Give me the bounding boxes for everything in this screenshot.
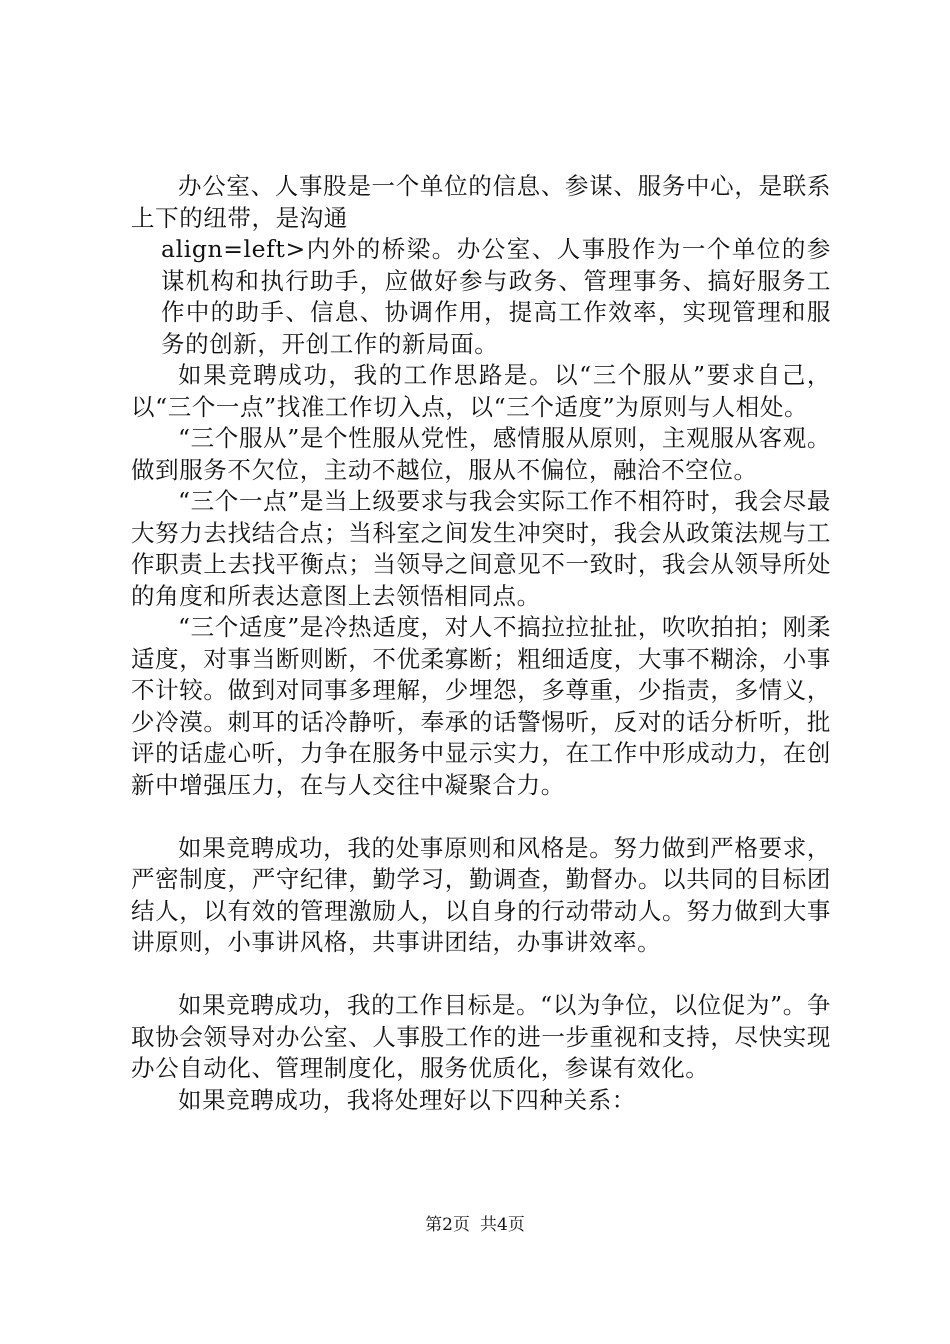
page-total: 共4页 (480, 1215, 525, 1235)
paragraph-work-ideas: 如果竞聘成功，我的工作思路是。以“三个服从”要求自己，以“三个一点”找准工作切入点，以“三个适度”为原则与人相处。 (131, 361, 831, 421)
paragraph-office-duties: align=left>内外的桥梁。办公室、人事股作为一个单位的参谋机构和执行助手，应做好参与政务、管理事务、搞好服务工作中的助手、信息、协调作用，提高工作效率，实现管理和服务的创新，开创工作的新局面。 (161, 235, 831, 358)
page-number: 第2页 (425, 1215, 470, 1235)
page-footer (0, 1213, 950, 1237)
paragraph-three-points: “三个一点”是当上级要求与我会实际工作不相符时，我会尽最大努力去找结合点；当科室之间发生冲突时，我会从政策法规与工作职责上去找平衡点；当领导之间意见不一致时，我会从领导所处的角度和所表达意图上去领悟相同点。 (131, 487, 831, 610)
paragraph-three-moderate: “三个适度”是冷热适度，对人不搞拉拉扯扯，吹吹拍拍；刚柔适度，对事当断则断，不优柔寡断；粗细适度，大事不糊涂，小事不计较。做到对同事多理解，少埋怨，多尊重，少指责，多情义，少冷漠。刺耳的话冷静听，奉承的话警惕听，反对的话分析听，批评的话虚心听，力争在服务中显示实力，在工作中形成动力，在创新中增强压力，在与人交往中凝聚合力。 (131, 613, 831, 799)
paragraph-principles: 如果竞聘成功，我的处事原则和风格是。努力做到严格要求，严密制度，严守纪律，勤学习，勤调查，勤督办。以共同的目标团结人，以有效的管理激励人，以自身的行动带动人。努力做到大事讲原则，小事讲风格，共事讲团结，办事讲效率。 (131, 833, 831, 956)
paragraph-goals: 如果竞聘成功，我的工作目标是。“以为争位，以位促为”。争取协会领导对办公室、人事股工作的进一步重视和支持，尽快实现办公自动化、管理制度化，服务优质化，参谋有效化。 (131, 991, 831, 1082)
document-body (131, 171, 831, 1116)
paragraph-relations: 如果竞聘成功，我将处理好以下四种关系： (178, 1085, 636, 1114)
paragraph-office-role: 办公室、人事股是一个单位的信息、参谋、服务中心，是联系上下的纽带，是沟通 (131, 172, 831, 232)
paragraph-three-obey: “三个服从”是个性服从党性，感情服从原则，主观服从客观。做到服务不欠位，主动不越位，服从不偏位，融洽不空位。 (131, 424, 831, 484)
